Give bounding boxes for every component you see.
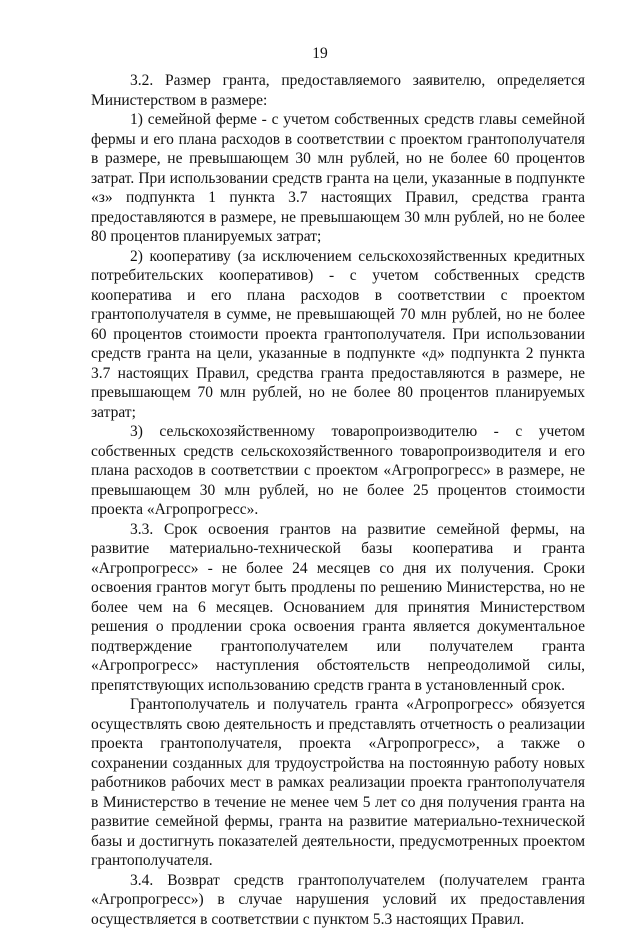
- paragraph-3-2: 3.2. Размер гранта, предоставляемого заявителю, определяется Министерством в размере:: [91, 71, 585, 110]
- document-body: [91, 71, 585, 929]
- paragraph-grant-obligations: Грантополучатель и получатель гранта «Агропрогресс» обязуется осуществлять свою деятельность и представлять отчетность о реализации проекта грантополучателя, проекта «Агропрогресс», а также о сохранении созданных для трудоустройства на постоянную работу новых работников рабочих мест в рамках реализации проекта грантополучателя в Министерство в течение не менее чем 5 лет со дня получения гранта на развитие семейной фермы, гранта на развитие материально-технической базы и достигнуть показателей деятельности, предусмотренных проектом грантополучателя.: [91, 695, 585, 871]
- paragraph-3-4: 3.4. Возврат средств грантополучателем (получателем гранта «Агропрогресс») в случае нарушения условий их предоставления осуществляется в соответствии с пунктом 5.3 настоящих Правил.: [91, 871, 585, 929]
- paragraph-item-3-agricultural-producer: 3) сельскохозяйственному товаропроизводителю - с учетом собственных средств сельскохозяйственного товаропроизводителя и его плана расходов в соответствии с проектом «Агропрогресс» в размере, не превышающем 30 млн рублей, но не более 25 процентов стоимости проекта «Агропрогресс».: [91, 422, 585, 520]
- paragraph-item-2-cooperative: 2) кооперативу (за исключением сельскохозяйственных кредитных потребительских кооперативов) - с учетом собственных средств кооператива и его плана расходов в соответствии с проектом грантополучателя в сумме, не превышающей 70 млн рублей, но не более 60 процентов стоимости проекта грантополучателя. При использовании средств гранта на цели, указанные в подпункте «д» подпункта 2 пункта 3.7 настоящих Правил, средства гранта предоставляются в размере, не превышающем 70 млн рублей, но не более 80 процентов планируемых затрат;: [91, 247, 585, 423]
- paragraph-3-3: 3.3. Срок освоения грантов на развитие семейной фермы, на развитие материально-технической базы кооператива и гранта «Агропрогресс» - не более 24 месяцев со дня их получения. Сроки освоения грантов могут быть продлены по решению Министерства, но не более чем на 6 месяцев. Основанием для принятия Министерством решения о продлении срока освоения гранта является документальное подтверждение грантополучателем или получателем гранта «Агропрогресс» наступления обстоятельств непреодолимой силы, препятствующих использованию средств гранта в установленный срок.: [91, 520, 585, 696]
- paragraph-item-1-family-farm: 1) семейной ферме - с учетом собственных средств главы семейной фермы и его плана расходов в соответствии с проектом грантополучателя в размере, не превышающем 30 млн рублей, но не более 60 процентов затрат. При использовании средств гранта на цели, указанные в подпункте «з» подпункта 1 пункта 3.7 настоящих Правил, средства гранта предоставляются в размере, не превышающем 30 млн рублей, но не более 80 процентов планируемых затрат;: [91, 110, 585, 247]
- page-number: 19: [0, 45, 640, 63]
